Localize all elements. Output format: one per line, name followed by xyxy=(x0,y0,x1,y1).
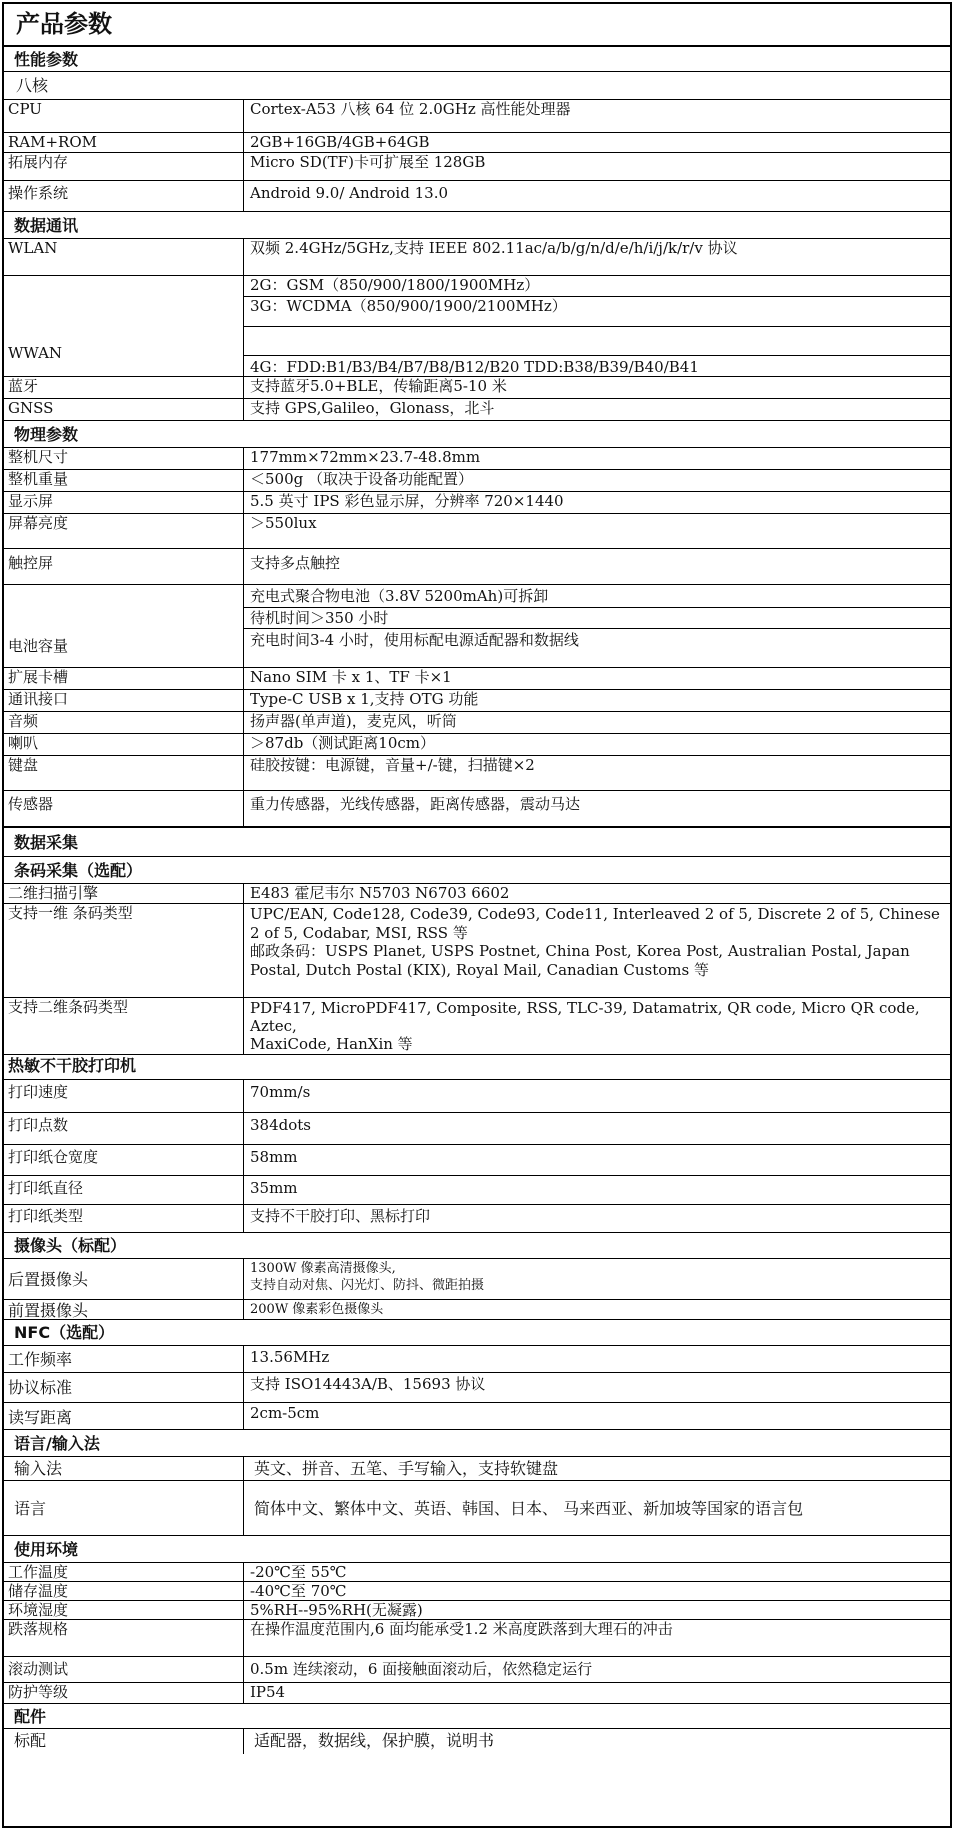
spec-row xyxy=(4,239,950,276)
spec-label: 通讯接口 xyxy=(4,690,244,711)
spec-label: 前置摄像头 xyxy=(4,1300,244,1319)
spec-label: 电池容量 xyxy=(4,585,244,667)
spec-label: 喇叭 xyxy=(4,734,244,755)
spec-label: 整机重量 xyxy=(4,470,244,491)
spec-label: 防护等级 xyxy=(4,1683,244,1703)
spec-row xyxy=(4,1403,950,1430)
spec-value: PDF417, MicroPDF417, Composite, RSS, TLC-39, Datamatrix, QR code, Micro QR code, Aztec, MaxiCode, HanXin 等 xyxy=(250,999,920,1053)
spec-value: 35mm xyxy=(250,1179,298,1197)
spec-label: 输入法 xyxy=(4,1457,244,1480)
spec-row xyxy=(4,1145,950,1176)
spec-value: 适配器，数据线，保护膜，说明书 xyxy=(254,1731,495,1750)
spec-subvalue: 4G：FDD:B1/B3/B4/B7/B8/B12/B20 TDD:B38/B39/B40/B41 xyxy=(250,358,699,376)
spec-label: 工作频率 xyxy=(4,1346,244,1372)
spec-row xyxy=(4,1205,950,1233)
spec-row xyxy=(4,756,950,791)
spec-value: 0.5m 连续滚动，6 面接触面滚动后，依然稳定运行 xyxy=(250,1660,593,1678)
spec-value: 5.5 英寸 IPS 彩色显示屏，分辨率 720×1440 xyxy=(250,492,564,510)
section-performance: 性能参数 xyxy=(4,47,950,72)
spec-row xyxy=(4,100,950,133)
spec-label: 打印纸直径 xyxy=(4,1176,244,1204)
spec-row xyxy=(4,1683,950,1704)
spec-label: WLAN xyxy=(4,239,244,275)
spec-row xyxy=(4,1080,950,1113)
spec-value: Cortex-A53 八核 64 位 2.0GHz 高性能处理器 xyxy=(250,100,571,118)
spec-label: CPU xyxy=(4,100,244,132)
spec-value: 177mm×72mm×23.7-48.8mm xyxy=(250,448,481,466)
spec-row xyxy=(4,181,950,212)
spec-label: 传感器 xyxy=(4,791,244,826)
spec-value: 384dots xyxy=(250,1116,311,1134)
spec-value: 硅胶按键：电源键，音量+/-键，扫描键×2 xyxy=(250,756,535,774)
spec-label: 环境湿度 xyxy=(4,1601,244,1619)
section-data-capture: 数据采集 xyxy=(4,828,950,857)
spec-row-battery xyxy=(4,585,950,668)
spec-label: 语言 xyxy=(4,1481,244,1535)
spec-row xyxy=(4,133,950,153)
spec-value: 200W 像素彩色摄像头 xyxy=(250,1302,384,1317)
spec-row xyxy=(4,514,950,549)
spec-row xyxy=(4,1481,950,1536)
section-environment: 使用环境 xyxy=(4,1536,950,1563)
spec-row xyxy=(4,470,950,492)
spec-label: GNSS xyxy=(4,399,244,420)
spec-row xyxy=(4,1620,950,1657)
spec-value: 重力传感器，光线传感器，距离传感器，震动马达 xyxy=(250,795,581,813)
spec-row xyxy=(4,884,950,904)
spec-subvalue: 2G：GSM（850/900/1800/1900MHz） xyxy=(244,276,950,297)
spec-value: 简体中文、繁体中文、英语、韩国、日本、 马来西亚、新加坡等国家的语言包 xyxy=(254,1499,804,1517)
spec-subvalue: 待机时间＞350 小时 xyxy=(244,608,950,629)
spec-label: 显示屏 xyxy=(4,492,244,513)
spec-label: 协议标准 xyxy=(4,1373,244,1402)
spec-label: 触控屏 xyxy=(4,549,244,584)
spec-value: UPC/EAN, Code128, Code39, Code93, Code11, Interleaved 2 of 5, Discrete 2 of 5, Chinese 2 of 5, Codabar, MSI, RSS 等 邮政条码：USPS Planet, USPS Postnet, China Post, Korea Post, Australian Postal, Japan Postal, Dutch Postal (KIX), Royal Mail, Canadian Customs 等 xyxy=(250,905,940,979)
spec-label: 键盘 xyxy=(4,756,244,790)
spec-value: 58mm xyxy=(250,1148,298,1166)
spec-value: 扬声器(单声道)，麦克风，听筒 xyxy=(250,712,457,730)
spec-label: 整机尺寸 xyxy=(4,448,244,469)
spec-label: 后置摄像头 xyxy=(4,1259,244,1299)
spec-value: -40℃至 70℃ xyxy=(250,1582,347,1600)
spec-value: 支持多点触控 xyxy=(250,554,341,572)
spec-row xyxy=(4,492,950,514)
spec-value: ＞550lux xyxy=(250,514,317,532)
spec-label: 储存温度 xyxy=(4,1582,244,1600)
spec-row xyxy=(4,1729,950,1754)
spec-label: 打印纸仓宽度 xyxy=(4,1145,244,1175)
spec-row xyxy=(4,1601,950,1620)
spec-value: 支持蓝牙5.0+BLE，传输距离5-10 米 xyxy=(250,377,507,395)
spec-value: 双频 2.4GHz/5GHz,支持 IEEE 802.11ac/a/b/g/n/d/e/h/i/j/k/r/v 协议 xyxy=(250,239,738,257)
spec-row xyxy=(4,1457,950,1481)
spec-label: 扩展卡槽 xyxy=(4,668,244,689)
spec-row xyxy=(4,668,950,690)
spec-value: -20℃至 55℃ xyxy=(250,1563,347,1581)
spec-label: 操作系统 xyxy=(4,181,244,211)
spec-row xyxy=(4,1113,950,1145)
spec-value: 13.56MHz xyxy=(250,1348,330,1366)
section-printer: 热敏不干胶打印机 xyxy=(4,1055,950,1080)
section-physical: 物理参数 xyxy=(4,421,950,448)
section-accessories: 配件 xyxy=(4,1704,950,1729)
spec-value: 1300W 像素高清摄像头, 支持自动对焦、闪光灯、防抖、微距拍摄 xyxy=(250,1261,485,1293)
spec-value: 支持 GPS,Galileo，Glonass，北斗 xyxy=(250,399,495,417)
spec-value: 5%RH--95%RH(无凝露) xyxy=(250,1601,423,1619)
spec-value: 支持不干胶打印、黑标打印 xyxy=(250,1207,431,1225)
spec-row xyxy=(4,998,950,1055)
spec-row xyxy=(4,1373,950,1403)
spec-label: RAM+ROM xyxy=(4,133,244,152)
spec-label: 工作温度 xyxy=(4,1563,244,1581)
spec-subvalue: 充电时间3-4 小时，使用标配电源适配器和数据线 xyxy=(250,630,579,649)
spec-label: 读写距离 xyxy=(4,1403,244,1429)
spec-row xyxy=(4,549,950,585)
spec-value: Type-C USB x 1,支持 OTG 功能 xyxy=(250,690,479,708)
spec-subvalue: 3G：WCDMA（850/900/1900/2100MHz） xyxy=(244,297,950,328)
spec-label: 二维扫描引擎 xyxy=(4,884,244,903)
spec-row xyxy=(4,448,950,470)
spec-value: 英文、拼音、五笔、手写输入，支持软键盘 xyxy=(254,1459,559,1478)
spec-row xyxy=(4,377,950,399)
spec-value: Micro SD(TF)卡可扩展至 128GB xyxy=(250,153,486,171)
spec-row xyxy=(4,1300,950,1320)
spec-value: ＞87db（测试距离10cm） xyxy=(250,734,436,752)
spec-subvalue xyxy=(244,327,950,356)
spec-label: 支持一维 条码类型 xyxy=(4,904,244,997)
spec-value: 2GB+16GB/4GB+64GB xyxy=(250,133,430,151)
section-octa-core: 八核 xyxy=(4,72,950,100)
spec-row xyxy=(4,399,950,421)
spec-label: 滚动测试 xyxy=(4,1657,244,1682)
spec-label: 打印点数 xyxy=(4,1113,244,1144)
section-data-comm: 数据通讯 xyxy=(4,212,950,239)
spec-label: 屏幕亮度 xyxy=(4,514,244,548)
spec-row xyxy=(4,690,950,712)
spec-label: 音频 xyxy=(4,712,244,733)
spec-sheet xyxy=(2,2,952,1828)
section-camera: 摄像头（标配） xyxy=(4,1233,950,1259)
spec-row-wwan xyxy=(4,276,950,377)
spec-label: WWAN xyxy=(4,276,244,376)
spec-label: 打印纸类型 xyxy=(4,1205,244,1232)
spec-row xyxy=(4,1259,950,1300)
spec-row xyxy=(4,712,950,734)
spec-value: E483 霍尼韦尔 N5703 N6703 6602 xyxy=(250,884,510,902)
spec-label: 蓝牙 xyxy=(4,377,244,398)
spec-label: 支持二维条码类型 xyxy=(4,998,244,1054)
spec-row xyxy=(4,153,950,181)
spec-subvalue: 充电式聚合物电池（3.8V 5200mAh)可拆卸 xyxy=(244,585,950,608)
spec-label: 跌落规格 xyxy=(4,1620,244,1656)
spec-row xyxy=(4,904,950,998)
spec-label: 打印速度 xyxy=(4,1080,244,1112)
spec-value: 70mm/s xyxy=(250,1083,311,1101)
spec-row xyxy=(4,1657,950,1683)
spec-row xyxy=(4,734,950,756)
spec-value: 在操作温度范围内,6 面均能承受1.2 米高度跌落到大理石的冲击 xyxy=(250,1620,673,1638)
spec-label: 拓展内存 xyxy=(4,153,244,180)
spec-value: ＜500g （取决于设备功能配置） xyxy=(250,470,474,488)
section-language: 语言/输入法 xyxy=(4,1430,950,1457)
spec-value: Nano SIM 卡 x 1、TF 卡×1 xyxy=(250,668,452,686)
spec-value: 2cm-5cm xyxy=(250,1404,320,1422)
spec-row xyxy=(4,1563,950,1582)
spec-value: Android 9.0/ Android 13.0 xyxy=(250,184,449,202)
spec-value: 支持 ISO14443A/B、15693 协议 xyxy=(250,1375,486,1393)
spec-row xyxy=(4,791,950,828)
spec-row xyxy=(4,1346,950,1373)
spec-label: 标配 xyxy=(4,1729,244,1754)
spec-row xyxy=(4,1176,950,1205)
spec-row xyxy=(4,1582,950,1601)
page-title: 产品参数 xyxy=(4,4,950,47)
spec-value: IP54 xyxy=(250,1683,286,1701)
section-barcode: 条码采集（选配） xyxy=(4,857,950,884)
section-nfc: NFC（选配） xyxy=(4,1320,950,1346)
